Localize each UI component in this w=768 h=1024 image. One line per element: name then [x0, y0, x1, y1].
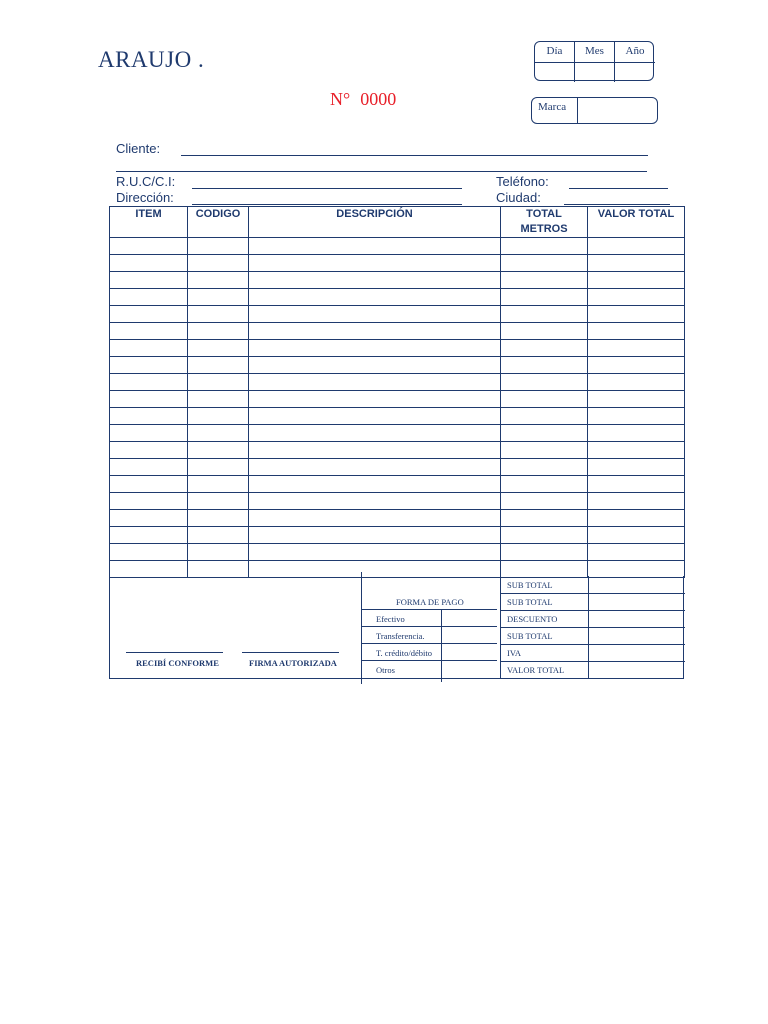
- cell-descripcion[interactable]: [249, 561, 501, 578]
- cell-valor-total[interactable]: [588, 544, 685, 561]
- date-label-day: Día: [535, 42, 575, 62]
- totals-line-1: [500, 593, 685, 594]
- cell-descripcion[interactable]: [249, 527, 501, 544]
- cell-valor-total[interactable]: [588, 289, 685, 306]
- cell-codigo[interactable]: [188, 289, 249, 306]
- cell-item[interactable]: [110, 340, 188, 357]
- cell-codigo[interactable]: [188, 459, 249, 476]
- totals-label-valor-total: VALOR TOTAL: [507, 665, 565, 675]
- cell-descripcion[interactable]: [249, 306, 501, 323]
- cell-total-metros[interactable]: [501, 527, 588, 544]
- brand-name: ARAUJO .: [98, 47, 205, 72]
- cell-codigo[interactable]: [188, 527, 249, 544]
- cell-total-metros[interactable]: [501, 238, 588, 255]
- firma-autorizada-label: FIRMA AUTORIZADA: [249, 658, 337, 668]
- cell-descripcion[interactable]: [249, 391, 501, 408]
- cell-descripcion[interactable]: [249, 493, 501, 510]
- ruc-field[interactable]: [192, 188, 462, 189]
- cell-descripcion[interactable]: [249, 442, 501, 459]
- table-row: [110, 306, 685, 323]
- recibi-conforme-label: RECIBÍ CONFORME: [136, 658, 219, 668]
- table-row: [110, 561, 685, 578]
- cell-descripcion[interactable]: [249, 476, 501, 493]
- cell-valor-total[interactable]: [588, 238, 685, 255]
- cell-total-metros[interactable]: [501, 408, 588, 425]
- cell-valor-total[interactable]: [588, 391, 685, 408]
- header-total-metros: [501, 207, 588, 238]
- date-label-year: Año: [625, 45, 645, 57]
- payment-tarjeta: T. crédito/débito: [376, 648, 433, 658]
- cell-codigo[interactable]: [188, 306, 249, 323]
- cell-item[interactable]: [110, 561, 188, 578]
- cell-total-metros[interactable]: [501, 442, 588, 459]
- cell-item[interactable]: [110, 272, 188, 289]
- table-row: [110, 544, 685, 561]
- table-header-row: [110, 207, 685, 238]
- direccion-field[interactable]: [192, 204, 462, 205]
- header-valor-total: VALOR TOTAL: [588, 207, 685, 238]
- cell-item[interactable]: [110, 289, 188, 306]
- cell-item[interactable]: [110, 493, 188, 510]
- table-row: [110, 425, 685, 442]
- payment-divider: [441, 610, 442, 682]
- cell-valor-total[interactable]: [588, 272, 685, 289]
- date-day-field[interactable]: [535, 62, 575, 82]
- cell-descripcion[interactable]: [249, 510, 501, 527]
- number-value: 0000: [360, 89, 397, 109]
- recibi-signature-line[interactable]: [126, 652, 223, 653]
- cell-total-metros[interactable]: [501, 561, 588, 578]
- forma-de-pago-label: FORMA DE PAGO: [396, 597, 464, 607]
- cell-total-metros[interactable]: [501, 340, 588, 357]
- cell-descripcion[interactable]: [249, 340, 501, 357]
- totals-line-4: [500, 644, 685, 645]
- cell-valor-total[interactable]: [588, 476, 685, 493]
- cell-valor-total[interactable]: [588, 408, 685, 425]
- cell-valor-total[interactable]: [588, 442, 685, 459]
- cell-codigo[interactable]: [188, 408, 249, 425]
- cell-descripcion[interactable]: [249, 374, 501, 391]
- table-row: [110, 255, 685, 272]
- totals-label-descuento: DESCUENTO: [507, 614, 558, 624]
- cell-descripcion[interactable]: [249, 408, 501, 425]
- cell-codigo[interactable]: [188, 391, 249, 408]
- table-row: [110, 408, 685, 425]
- table-row: [110, 323, 685, 340]
- cell-codigo[interactable]: [188, 238, 249, 255]
- ciudad-field[interactable]: [564, 204, 670, 205]
- table-row: [110, 272, 685, 289]
- cell-codigo[interactable]: [188, 544, 249, 561]
- cell-item[interactable]: [110, 544, 188, 561]
- cliente-field[interactable]: [181, 155, 648, 156]
- cell-item[interactable]: [110, 408, 188, 425]
- cell-valor-total[interactable]: [588, 340, 685, 357]
- cell-codigo[interactable]: [188, 340, 249, 357]
- cell-descripcion[interactable]: [249, 459, 501, 476]
- cell-valor-total[interactable]: [588, 425, 685, 442]
- payment-transferencia: Transferencia.: [376, 631, 425, 641]
- date-box: [534, 41, 654, 81]
- totals-label-subtotal-3: SUB TOTAL: [507, 631, 553, 641]
- cell-item[interactable]: [110, 476, 188, 493]
- header-total-metros-text: TOTAL METROS: [520, 208, 568, 235]
- cell-valor-total[interactable]: [588, 255, 685, 272]
- cell-total-metros[interactable]: [501, 306, 588, 323]
- cell-item[interactable]: [110, 527, 188, 544]
- cell-codigo[interactable]: [188, 476, 249, 493]
- table-row: [110, 476, 685, 493]
- cell-total-metros[interactable]: [501, 272, 588, 289]
- telefono-field[interactable]: [569, 188, 668, 189]
- cell-valor-total[interactable]: [588, 510, 685, 527]
- cell-descripcion[interactable]: [249, 357, 501, 374]
- cell-codigo[interactable]: [188, 272, 249, 289]
- cell-descripcion[interactable]: [249, 238, 501, 255]
- cell-descripcion[interactable]: [249, 323, 501, 340]
- cell-descripcion[interactable]: [249, 289, 501, 306]
- cell-codigo[interactable]: [188, 255, 249, 272]
- cell-valor-total[interactable]: [588, 459, 685, 476]
- payment-efectivo: Efectivo: [376, 614, 405, 624]
- invoice-number: [330, 89, 396, 110]
- table-row: [110, 442, 685, 459]
- cell-valor-total[interactable]: [588, 561, 685, 578]
- cell-item[interactable]: [110, 442, 188, 459]
- cell-descripcion[interactable]: [249, 425, 501, 442]
- cell-item[interactable]: [110, 306, 188, 323]
- cell-descripcion[interactable]: [249, 272, 501, 289]
- table-row: [110, 374, 685, 391]
- payment-line-4: [362, 660, 497, 661]
- cell-item[interactable]: [110, 391, 188, 408]
- cell-item[interactable]: [110, 255, 188, 272]
- cell-total-metros[interactable]: [501, 357, 588, 374]
- cell-valor-total[interactable]: [588, 374, 685, 391]
- table-row: [110, 238, 685, 255]
- cell-descripcion[interactable]: [249, 255, 501, 272]
- table-row: [110, 289, 685, 306]
- table-body: [110, 238, 685, 578]
- table-row: [110, 459, 685, 476]
- header-item: ITEM: [110, 207, 188, 238]
- footer-section: [109, 576, 684, 679]
- firma-signature-line[interactable]: [242, 652, 339, 653]
- cell-valor-total[interactable]: [588, 357, 685, 374]
- table-row: [110, 493, 685, 510]
- totals-line-5: [500, 661, 685, 662]
- telefono-label: Teléfono:: [496, 174, 549, 189]
- cell-valor-total[interactable]: [588, 323, 685, 340]
- table-row: [110, 527, 685, 544]
- cell-total-metros[interactable]: [501, 255, 588, 272]
- date-year-field[interactable]: [615, 62, 655, 82]
- table-row: [110, 391, 685, 408]
- cell-descripcion[interactable]: [249, 544, 501, 561]
- cell-total-metros[interactable]: [501, 510, 588, 527]
- payment-line-2: [362, 626, 497, 627]
- payment-line-3: [362, 643, 497, 644]
- marca-divider: [577, 98, 578, 123]
- payment-line-1: [362, 609, 497, 610]
- header-descripcion: DESCRIPCIÓN: [249, 207, 501, 238]
- cell-total-metros[interactable]: [501, 493, 588, 510]
- totals-line-3: [500, 627, 685, 628]
- totals-label-iva: IVA: [507, 648, 522, 658]
- cell-codigo[interactable]: [188, 493, 249, 510]
- cell-total-metros[interactable]: [501, 476, 588, 493]
- cell-item[interactable]: [110, 459, 188, 476]
- totals-label-subtotal-2: SUB TOTAL: [507, 597, 553, 607]
- cell-codigo[interactable]: [188, 323, 249, 340]
- cell-item[interactable]: [110, 510, 188, 527]
- items-table: [109, 206, 685, 578]
- cell-codigo[interactable]: [188, 561, 249, 578]
- cell-item[interactable]: [110, 425, 188, 442]
- cell-codigo[interactable]: [188, 425, 249, 442]
- totals-label-subtotal-1: SUB TOTAL: [507, 580, 553, 590]
- cell-codigo[interactable]: [188, 374, 249, 391]
- footer-divider-left: [361, 572, 362, 684]
- cell-total-metros[interactable]: [501, 544, 588, 561]
- cell-valor-total[interactable]: [588, 527, 685, 544]
- cell-total-metros[interactable]: [501, 425, 588, 442]
- cell-item[interactable]: [110, 238, 188, 255]
- marca-label: Marca: [538, 101, 567, 113]
- table-row: [110, 340, 685, 357]
- date-month-field[interactable]: [575, 62, 615, 82]
- date-label-month: Mes: [575, 42, 615, 62]
- cliente-label: Cliente:: [116, 141, 161, 156]
- cell-item[interactable]: [110, 374, 188, 391]
- payment-otros: Otros: [376, 665, 395, 675]
- direccion-label: Dirección:: [116, 190, 174, 205]
- cell-total-metros[interactable]: [501, 459, 588, 476]
- cell-total-metros[interactable]: [501, 391, 588, 408]
- cell-valor-total[interactable]: [588, 493, 685, 510]
- cell-item[interactable]: [110, 323, 188, 340]
- cell-total-metros[interactable]: [501, 289, 588, 306]
- cell-item[interactable]: [110, 357, 188, 374]
- cell-codigo[interactable]: [188, 442, 249, 459]
- number-prefix: N°: [330, 89, 351, 109]
- marca-box: [531, 97, 658, 124]
- ruc-label: R.U.C/C.I:: [116, 174, 176, 189]
- cell-total-metros[interactable]: [501, 374, 588, 391]
- cell-codigo[interactable]: [188, 357, 249, 374]
- cell-codigo[interactable]: [188, 510, 249, 527]
- cell-valor-total[interactable]: [588, 306, 685, 323]
- cliente-field-line2[interactable]: [116, 171, 647, 172]
- totals-line-2: [500, 610, 685, 611]
- table-row: [110, 510, 685, 527]
- cell-total-metros[interactable]: [501, 323, 588, 340]
- table-row: [110, 357, 685, 374]
- header-codigo: CODIGO: [188, 207, 249, 238]
- ciudad-label: Ciudad:: [496, 190, 541, 205]
